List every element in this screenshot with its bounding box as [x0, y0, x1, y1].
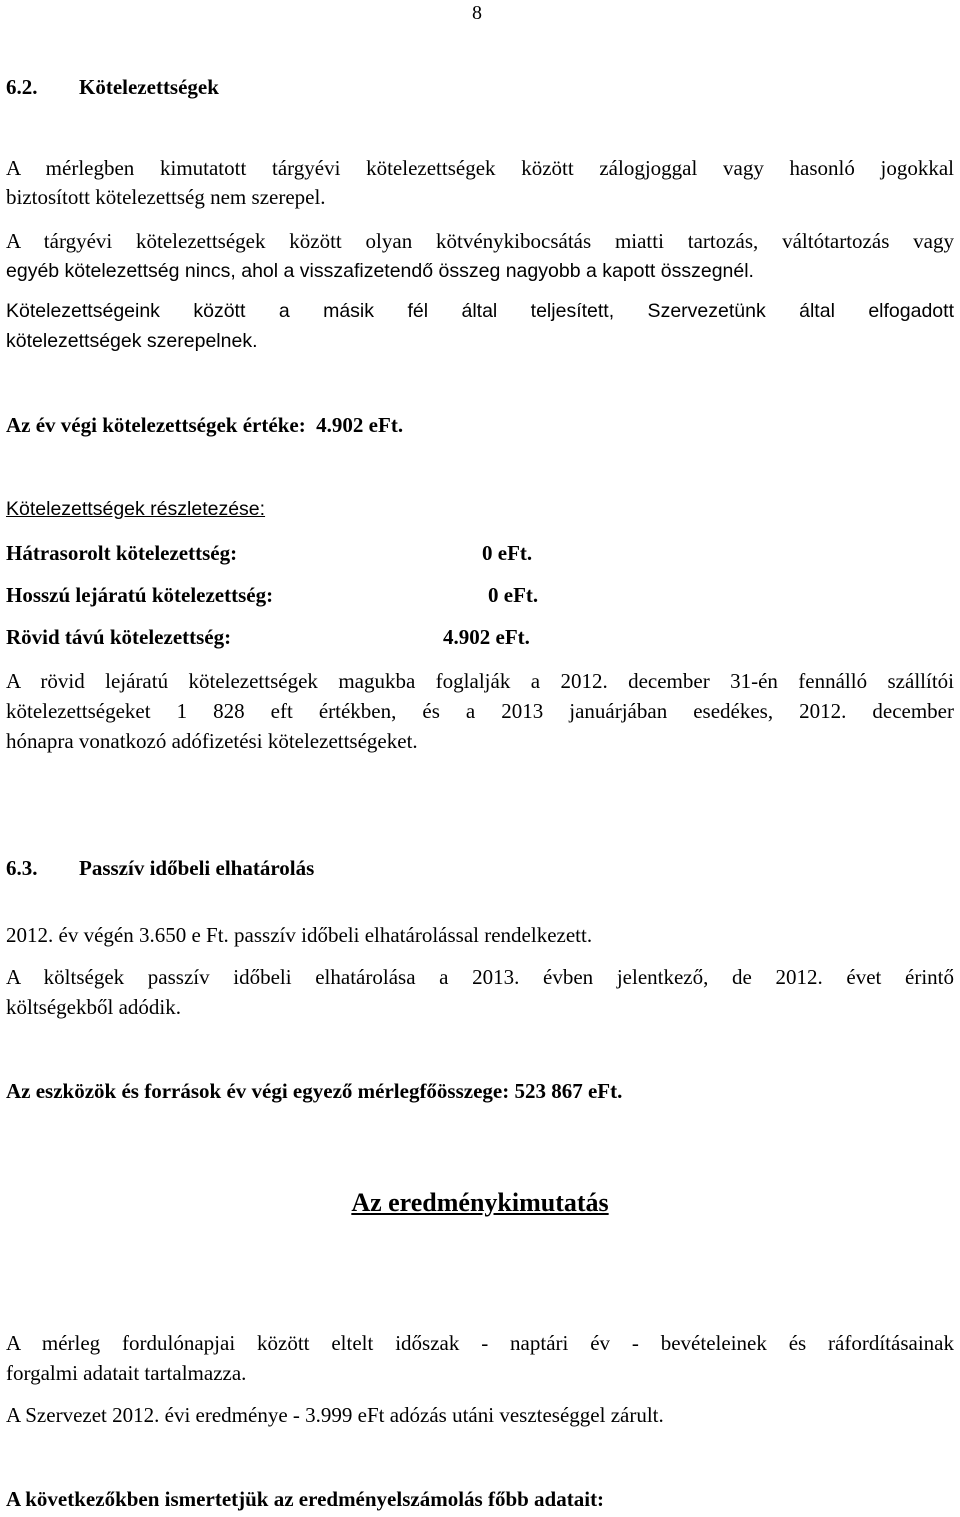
paragraph-line: egyéb kötelezettség nincs, ahol a visszafizetendő összeg nagyobb a kapott összegnél. [6, 260, 754, 282]
paragraph-line: biztosított kötelezettség nem szerepel. [6, 185, 326, 209]
paragraph-line: forgalmi adatait tartalmazza. [6, 1361, 247, 1385]
paragraph-line: A rövid lejáratú kötelezettségek magukba foglalják a 2012. december 31-én fennálló szállítói [6, 669, 954, 693]
income-statement-title: Az eredménykimutatás [351, 1188, 609, 1217]
details-heading: Kötelezettségek részletezése: [6, 498, 266, 520]
paragraph-line: hónapra vonatkozó adófizetési kötelezettségeket. [6, 729, 418, 753]
section-heading-6-3 [6, 853, 954, 883]
paragraph-line: kötelezettségeket 1 828 eft értékben, és a 2013 januárjában esedékes, 2012. december [6, 699, 954, 723]
paragraph-line: A tárgyévi kötelezettségek között olyan kötvénykibocsátás miatti tartozás, váltótartozás vagy [6, 229, 954, 253]
detail-label-short-term: Rövid távú kötelezettség: [6, 625, 232, 649]
detail-value-subordinated: 0 eFt. [482, 541, 533, 565]
section-title: Passzív időbeli elhatárolás [79, 856, 315, 880]
result-line: A Szervezet 2012. évi eredménye - 3.999 eFt adózás utáni veszteséggel zárult. [6, 1403, 664, 1427]
paragraph-line: költségekből adódik. [6, 995, 181, 1019]
paragraph-line: Kötelezettségeink között a másik fél által teljesített, Szervezetünk által elfogadott [6, 300, 954, 322]
detail-value-long-term: 0 eFt. [488, 583, 539, 607]
paragraph-line: kötelezettségek szerepelnek. [6, 330, 258, 352]
detail-value-short-term: 4.902 eFt. [443, 625, 530, 649]
paragraph-line: 2012. év végén 3.650 e Ft. passzív időbeli elhatárolással rendelkezett. [6, 923, 593, 947]
detail-label-long-term: Hosszú lejáratú kötelezettség: [6, 583, 274, 607]
section-number: 6.2. [6, 75, 38, 99]
paragraph-line: A költségek passzív időbeli elhatárolása a 2013. évben jelentkező, de 2012. évet érintő [6, 965, 954, 989]
section-title: Kötelezettségek [79, 75, 219, 99]
closing-line: A következőkben ismertetjük az eredményelszámolás főbb adatait: [6, 1487, 605, 1511]
section-number: 6.3. [6, 856, 38, 880]
detail-label-subordinated: Hátrasorolt kötelezettség: [6, 541, 238, 565]
section-heading-6-2 [6, 72, 954, 102]
paragraph-line: A mérlegben kimutatott tárgyévi kötelezettségek között zálogjoggal vagy hasonló jogokkal [6, 156, 954, 180]
balance-sheet-total: Az eszközök és források év végi egyező mérlegfőösszege: 523 867 eFt. [6, 1079, 623, 1103]
page-number: 8 [472, 2, 482, 24]
year-end-liabilities: Az év végi kötelezettségek értéke: 4.902 eFt. [6, 413, 404, 437]
paragraph-line: A mérleg fordulónapjai között eltelt időszak - naptári év - bevételeinek és ráfordításainak [6, 1331, 954, 1355]
